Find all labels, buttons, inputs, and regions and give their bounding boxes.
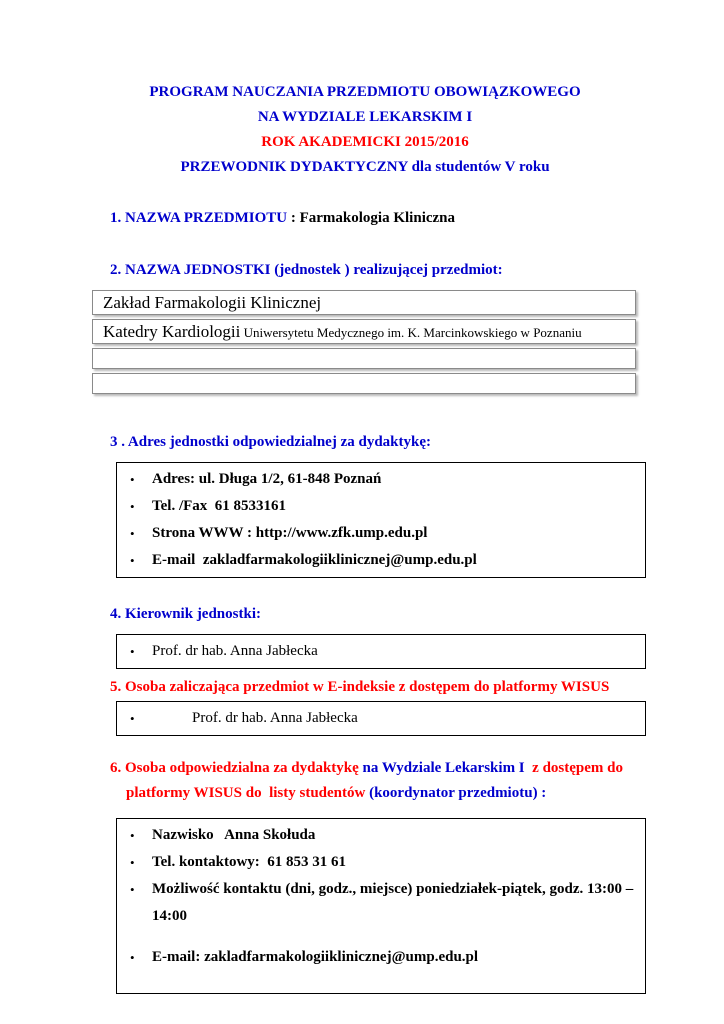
coordinator-name-item xyxy=(117,822,635,849)
unit-head-name: Prof. dr hab. Anna Jabłecka xyxy=(152,643,318,659)
address-box xyxy=(116,462,646,578)
phone-line: Tel. /Fax 61 8533161 xyxy=(152,498,287,514)
section-5-heading: 5. Osoba zaliczająca przedmiot w E-indeksie z dostępem do platformy WISUS xyxy=(110,679,610,695)
section-1-label: 1. NAZWA PRZEDMIOTU xyxy=(110,210,288,226)
unit-head-box xyxy=(116,634,646,669)
bullet-icon: • xyxy=(130,828,135,843)
grading-person-name: Prof. dr hab. Anna Jabłecka xyxy=(192,710,358,726)
bullet-icon: • xyxy=(130,711,135,726)
coordinator-name: Nazwisko Anna Skołuda xyxy=(152,827,316,843)
title-line-3: ROK AKADEMICKI 2015/2016 xyxy=(261,134,469,150)
bullet-icon: • xyxy=(130,950,135,965)
grading-person-box xyxy=(116,701,646,736)
phone-item xyxy=(117,493,635,520)
coordinator-email: E-mail: zakladfarmakologiiklinicznej@ump.edu.pl xyxy=(152,949,479,965)
website-line: Strona WWW : http://www.zfk.ump.edu.pl xyxy=(152,525,428,541)
bullet-icon: • xyxy=(130,472,135,487)
bullet-icon: • xyxy=(130,855,135,870)
unit-name-fields xyxy=(92,290,636,394)
section-1-value: : Farmakologia Kliniczna xyxy=(287,210,456,226)
unit-department: Katedry Kardiologii xyxy=(103,322,241,341)
unit-name: Zakład Farmakologii Klinicznej xyxy=(103,293,322,312)
coordinator-phone: Tel. kontaktowy: 61 853 31 61 xyxy=(152,854,347,870)
section-6-part-2: na Wydziale Lekarskim I xyxy=(362,760,525,776)
email-line: E-mail zakladfarmakologiiklinicznej@ump.edu.pl xyxy=(152,552,477,568)
section-6-part-1: 6. Osoba odpowiedzialna za dydaktykę xyxy=(110,760,363,776)
coordinator-email-item xyxy=(117,944,635,971)
grading-person-item xyxy=(117,705,635,732)
address-line: Adres: ul. Długa 1/2, 61-848 Poznań xyxy=(152,471,382,487)
bullet-icon: • xyxy=(130,499,135,514)
unit-university: Uniwersytetu Medycznego im. K. Marcinkowskiego w Poznaniu xyxy=(240,325,582,340)
coordinator-hours: Możliwość kontaktu (dni, godz., miejsce) poniedziałek-piątek, godz. 13:00 – 14:00 xyxy=(152,881,637,924)
address-item xyxy=(117,466,635,493)
section-4-heading: 4. Kierownik jednostki: xyxy=(110,606,261,622)
title-line-2: NA WYDZIALE LEKARSKIM I xyxy=(257,109,473,125)
section-1-heading xyxy=(110,208,644,228)
bullet-icon: • xyxy=(130,882,135,897)
section-3-heading: 3 . Adres jednostki odpowiedzialnej za dydaktykę: xyxy=(110,434,432,450)
unit-field-row-4[interactable] xyxy=(92,373,636,394)
unit-head-item xyxy=(117,638,635,665)
bullet-icon: • xyxy=(130,644,135,659)
section-6-heading xyxy=(110,756,651,806)
section-2-heading: 2. NAZWA JEDNOSTKI (jednostek ) realizującej przedmiot: xyxy=(110,262,503,278)
coordinator-hours-item xyxy=(117,876,635,930)
bullet-icon: • xyxy=(130,526,135,541)
section-6-part-4: (koordynator przedmiotu) : xyxy=(369,785,547,801)
title-line-4: PRZEWODNIK DYDAKTYCZNY dla studentów V roku xyxy=(180,159,550,175)
title-line-1: PROGRAM NAUCZANIA PRZEDMIOTU OBOWIĄZKOWEGO xyxy=(149,84,581,100)
email-item xyxy=(117,547,635,574)
coordinator-box xyxy=(116,818,646,994)
unit-field-row-3[interactable] xyxy=(92,348,636,369)
website-item xyxy=(117,520,635,547)
bullet-icon: • xyxy=(130,553,135,568)
coordinator-phone-item xyxy=(117,849,635,876)
document-title xyxy=(90,80,640,180)
unit-field-row-1[interactable] xyxy=(92,290,636,315)
unit-field-row-2[interactable] xyxy=(92,319,636,344)
section-6-part-3: z dostępem do platformy WISUS do listy studentów xyxy=(126,760,627,801)
